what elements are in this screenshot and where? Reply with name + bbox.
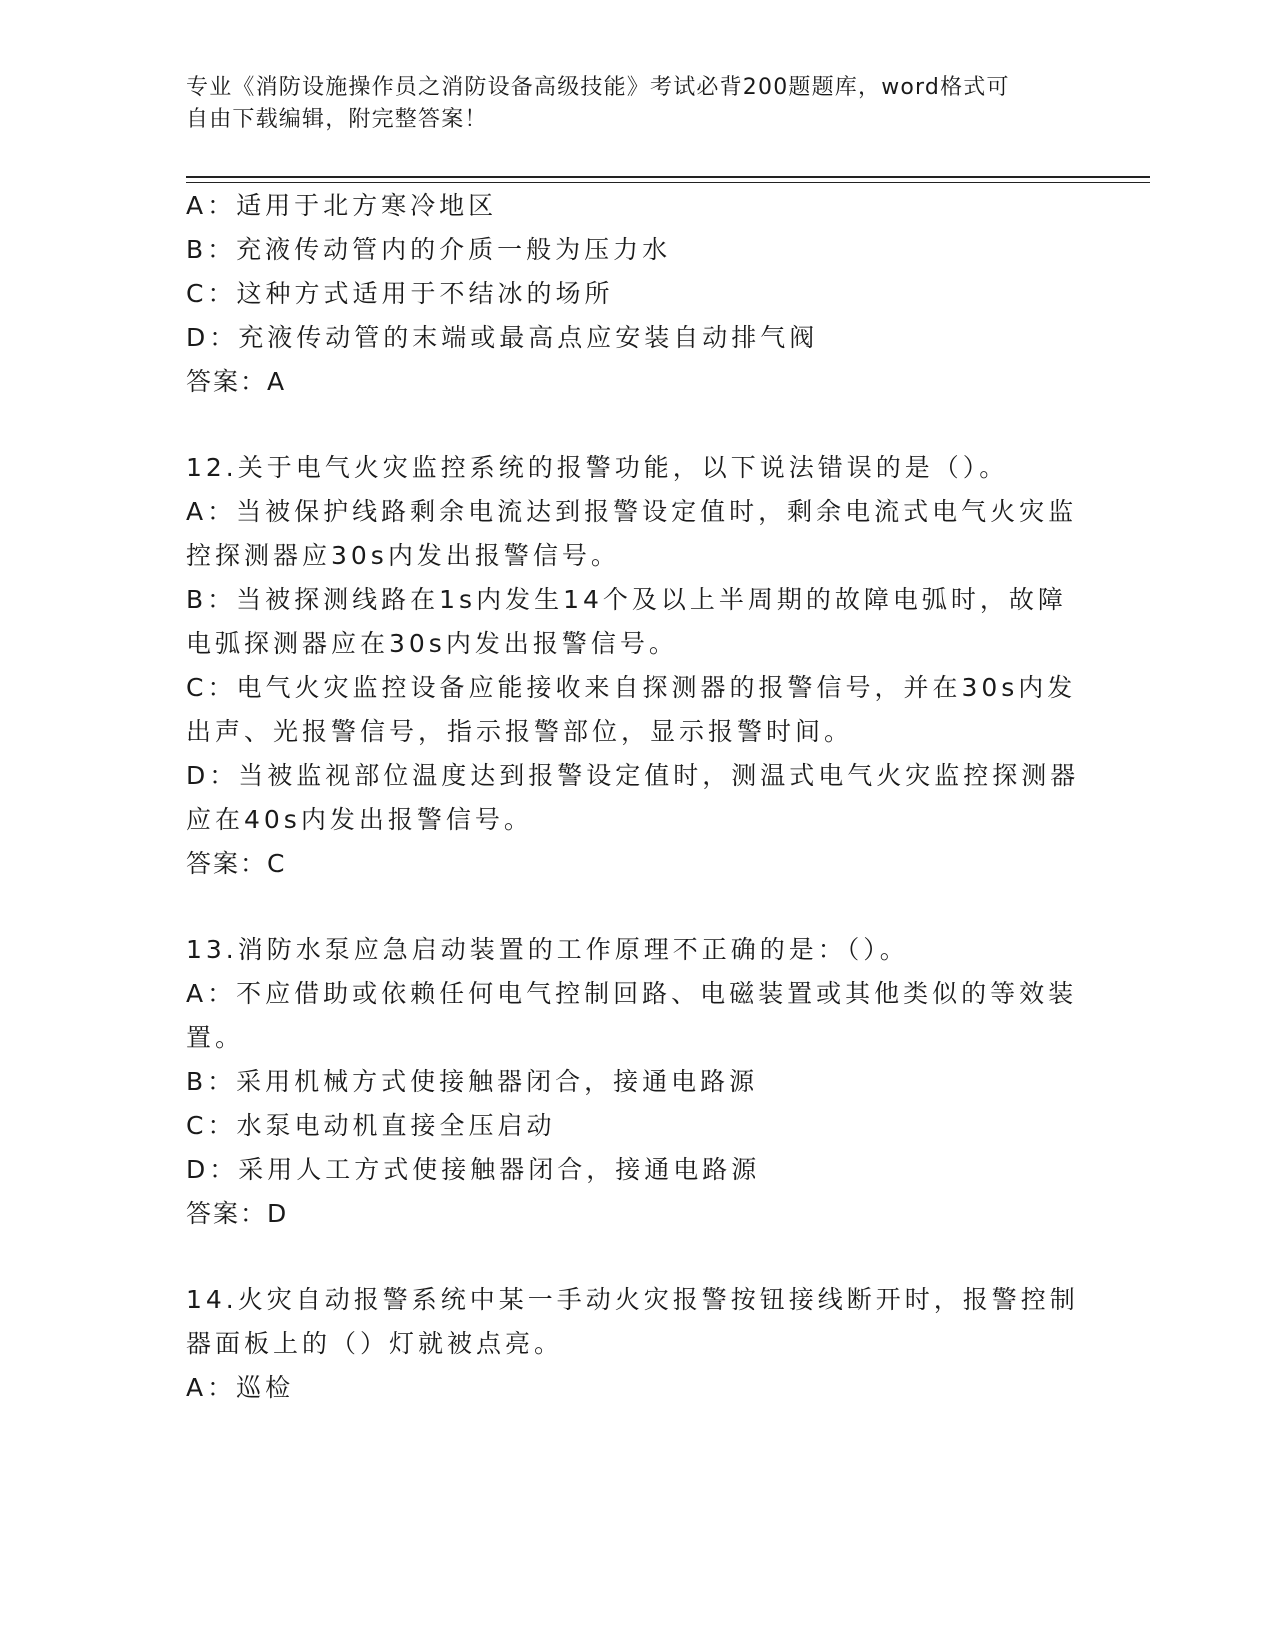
q12-option-d-line-2: 应在40s内发出报警信号。 xyxy=(186,805,533,834)
q14-option-a: A：巡检 xyxy=(186,1373,295,1402)
q14-stem-line-1: 14.火灾自动报警系统中某一手动火灾报警按钮接线断开时，报警控制 xyxy=(186,1285,1079,1314)
q12-option-c-line-2: 出声、光报警信号，指示报警部位，显示报警时间。 xyxy=(186,717,854,746)
q14-stem-line-2: 器面板上的（）灯就被点亮。 xyxy=(186,1329,564,1358)
q11-option-a: A：适用于北方寒冷地区 xyxy=(186,191,498,220)
q12-answer: 答案：C xyxy=(186,849,287,878)
q13-option-b: B：采用机械方式使接触器闭合，接通电路源 xyxy=(186,1067,759,1096)
q13-option-c: C：水泵电动机直接全压启动 xyxy=(186,1111,556,1140)
q11-option-c: C：这种方式适用于不结冰的场所 xyxy=(186,279,614,308)
q13-option-d: D：采用人工方式使接触器闭合，接通电路源 xyxy=(186,1155,761,1184)
q12-option-d-line-1: D：当被监视部位温度达到报警设定值时，测温式电气火灾监控探测器 xyxy=(186,761,1080,790)
q13-option-a-line-2: 置。 xyxy=(186,1023,245,1052)
header-rule-thick xyxy=(186,176,1150,178)
q13-answer: 答案：D xyxy=(186,1199,289,1228)
q12-option-a-line-1: A：当被保护线路剩余电流达到报警设定值时，剩余电流式电气火灾监 xyxy=(186,497,1078,526)
q13-option-a-line-1: A：不应借助或依赖任何电气控制回路、电磁装置或其他类似的等效装 xyxy=(186,979,1078,1008)
q12-stem: 12.关于电气火灾监控系统的报警功能，以下说法错误的是（）。 xyxy=(186,453,1009,482)
document-header-line-2: 自由下载编辑，附完整答案！ xyxy=(186,107,488,132)
q11-answer: 答案：A xyxy=(186,367,287,396)
q11-option-b: B：充液传动管内的介质一般为压力水 xyxy=(186,235,672,264)
q13-stem: 13.消防水泵应急启动装置的工作原理不正确的是：（）。 xyxy=(186,935,909,964)
header-rule-thin xyxy=(186,182,1150,183)
q12-option-b-line-1: B：当被探测线路在1s内发生14个及以上半周期的故障电弧时，故障 xyxy=(186,585,1067,614)
q12-option-a-line-2: 控探测器应30s内发出报警信号。 xyxy=(186,541,620,570)
q12-option-c-line-1: C：电气火灾监控设备应能接收来自探测器的报警信号，并在30s内发 xyxy=(186,673,1077,702)
q12-option-b-line-2: 电弧探测器应在30s内发出报警信号。 xyxy=(186,629,678,658)
document-header-line-1: 专业《消防设施操作员之消防设备高级技能》考试必背200题题库，word格式可 xyxy=(186,75,1010,100)
q11-option-d: D：充液传动管的末端或最高点应安装自动排气阀 xyxy=(186,323,819,352)
